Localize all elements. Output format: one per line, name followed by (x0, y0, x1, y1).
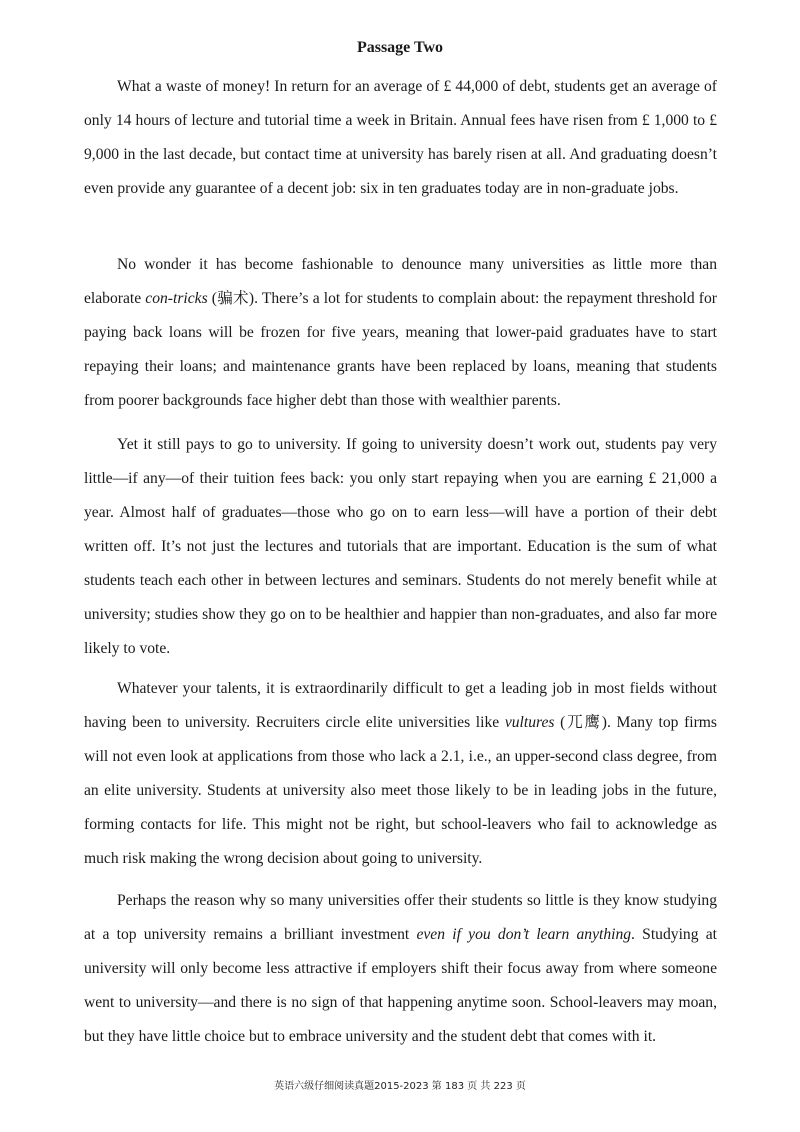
paragraph-5-text-a: Perhaps the reason why so many universities offer their students so little is they know studying at a top university remains a brilliant investment (84, 892, 717, 943)
paragraph-4-italic-term: vultures (504, 714, 555, 731)
passage-title: Passage Two (356, 39, 444, 56)
paragraph-4-text-b: (兀鹰). Many top firms will not even look at applications from those who lack a 2.1, i.e., an upper-second class degree, from an elite university. Students at university also meet those likely to be in leading jobs in the future, forming contacts for life. This might not be right, but school-leavers who fail to acknowledge as much risk making the wrong decision about going to university. (84, 714, 717, 867)
page-footer: 英语六级仔细阅读真题2015-2023 第 183 页 共 223 页 (274, 1081, 526, 1092)
paragraph-5-text-b: . Studying at university will only become less attractive if employers shift their focus away from where someone went to university—and there is no sign of that happening anytime soon. School-leavers may moan, but they have little choice but to embrace university and the student debt that comes with it. (84, 926, 717, 1045)
paragraph-2-italic-term: con-tricks (145, 290, 208, 307)
paragraph-3 (84, 428, 717, 666)
paragraph-5 (84, 884, 717, 1054)
paragraph-2-text-a: No wonder it has become fashionable to denounce many universities as little more than elaborate (84, 256, 717, 307)
paragraph-1-text: What a waste of money! In return for an average of £ 44,000 of debt, students get an average of only 14 hours of lecture and tutorial time a week in Britain. Annual fees have risen from £ 1,000 to £ 9,000 in the last decade, but contact time at university has barely risen at all. And graduating doesn’t even provide any guarantee of a decent job: six in ten graduates today are in non-graduate jobs. (84, 78, 717, 197)
paragraph-2 (84, 248, 717, 418)
paragraph-2-text-b: (骗术). There’s a lot for students to complain about: the repayment threshold for paying back loans will be frozen for five years, meaning that lower-paid graduates have to start repaying their loans; and maintenance grants have been replaced by loans, meaning that students from poorer backgrounds face higher debt than those with wealthier parents. (84, 290, 717, 409)
paragraph-3-text: Yet it still pays to go to university. If going to university doesn’t work out, students pay very little—if any—of their tuition fees back: you only start repaying when you are earning £ 21,000 a year. Almost half of graduates—those who go on to earn less—will have a portion of their debt written off. It’s not just the lectures and tutorials that are important. Education is the sum of what students teach each other in between lectures and seminars. Students do not merely benefit while at university; studies show they go on to be healthier and happier than non-graduates, and also far more likely to vote. (84, 436, 717, 657)
paragraph-5-italic-phrase: even if you don’t learn anything (416, 926, 632, 943)
paragraph-4-text-a: Whatever your talents, it is extraordinarily difficult to get a leading job in most fields without having been to university. Recruiters circle elite universities like (84, 680, 717, 731)
paragraph-1 (84, 70, 717, 206)
paragraph-4 (84, 672, 717, 876)
